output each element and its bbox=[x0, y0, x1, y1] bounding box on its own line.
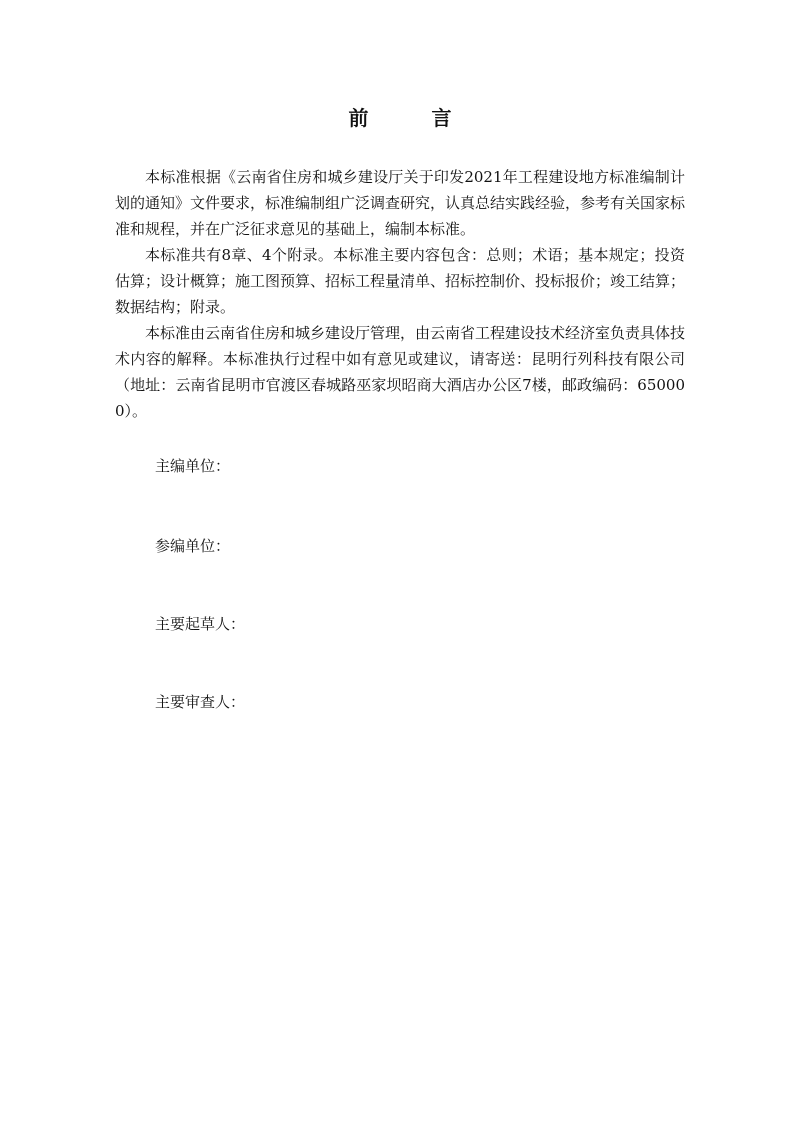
paragraph-contents: 本标准共有8章、4个附录。本标准主要内容包含：总则；术语；基本规定；投资估算；设计概算；施工图预算、招标工程量清单、招标控制价、投标报价；竣工结算；数据结构；附录。 bbox=[115, 246, 686, 316]
chief-editor-unit-label: 主编单位： bbox=[155, 457, 231, 475]
participating-unit-label: 参编单位： bbox=[155, 537, 231, 555]
main-reviewers-label: 主要审查人： bbox=[155, 693, 246, 711]
paragraph-management: 本标准由云南省住房和城乡建设厅管理，由云南省工程建设技术经济室负责具体技术内容的解释。本标准执行过程中如有意见或建议，请寄送：昆明行列科技有限公司（地址：云南省昆明市官渡区春城路巫家坝昭商大酒店办公区7楼，邮政编码：650000）。 bbox=[115, 324, 686, 420]
main-drafters-label: 主要起草人： bbox=[155, 615, 246, 633]
foreword-body bbox=[115, 164, 685, 424]
paragraph-basis: 本标准根据《云南省住房和城乡建设厅关于印发2021年工程建设地方标准编制计划的通知》文件要求，标准编制组广泛调查研究，认真总结实践经验，参考有关国家标准和规程，并在广泛征求意见的基础上，编制本标准。 bbox=[115, 168, 686, 238]
page-title: 前 言 bbox=[348, 106, 480, 130]
